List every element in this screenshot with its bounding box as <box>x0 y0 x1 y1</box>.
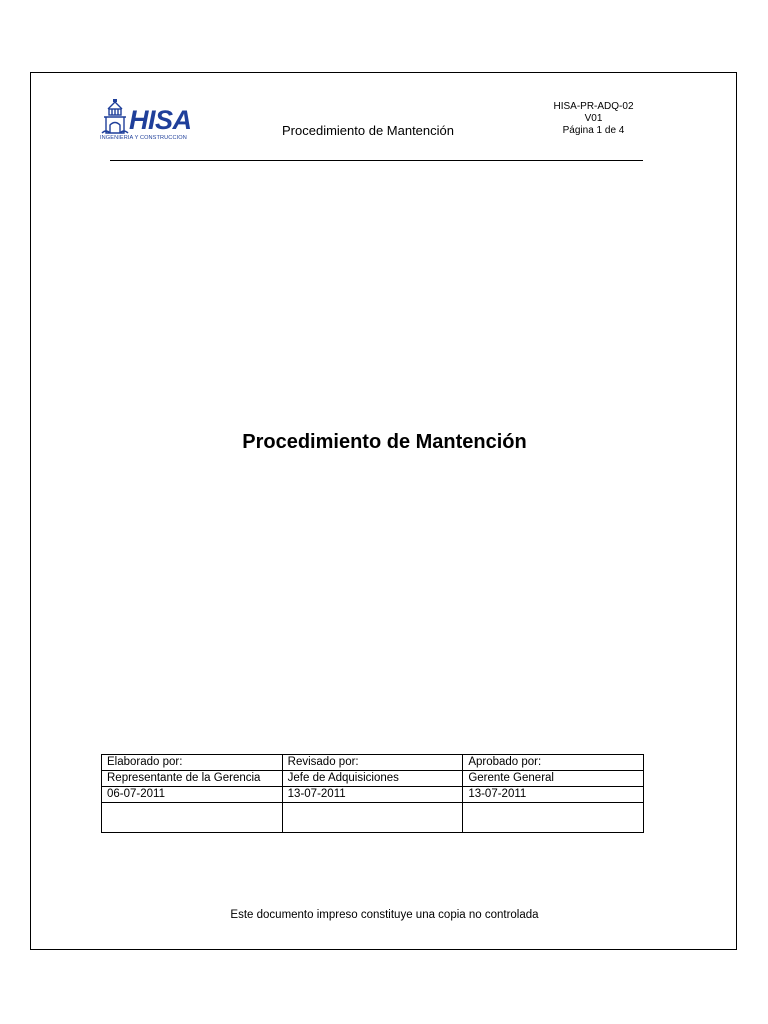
document-version: V01 <box>584 113 603 124</box>
table-row <box>102 787 644 803</box>
footer-note: Este documento impreso constituye una copia no controlada <box>230 909 539 921</box>
document-meta <box>531 101 656 137</box>
company-logo <box>100 99 200 147</box>
header-divider <box>110 160 643 161</box>
table-cell: 13-07-2011 <box>463 787 644 803</box>
table-cell: Aprobado por: <box>463 755 644 771</box>
page-number: Página 1 de 4 <box>562 125 625 136</box>
approval-table <box>101 754 644 833</box>
table-row <box>102 803 644 833</box>
logo-wordmark: HISA <box>129 105 192 135</box>
table-cell: Elaborado por: <box>102 755 283 771</box>
table-cell: Revisado por: <box>282 755 463 771</box>
document-title: Procedimiento de Mantención <box>242 431 527 453</box>
document-page <box>30 72 737 950</box>
document-code: HISA-PR-ADQ-02 <box>553 101 634 112</box>
table-cell: Gerente General <box>463 771 644 787</box>
signature-cell <box>282 803 463 833</box>
logo-tagline: INGENIERIA Y CONSTRUCCION <box>100 135 187 141</box>
table-cell: Representante de la Gerencia <box>102 771 283 787</box>
header-title: Procedimiento de Mantención <box>282 123 454 138</box>
table-cell: 13-07-2011 <box>282 787 463 803</box>
table-row <box>102 771 644 787</box>
table-row <box>102 755 644 771</box>
signature-cell <box>463 803 644 833</box>
signature-cell <box>102 803 283 833</box>
building-tower-icon <box>100 99 130 137</box>
table-cell: Jefe de Adquisiciones <box>282 771 463 787</box>
table-cell: 06-07-2011 <box>102 787 283 803</box>
